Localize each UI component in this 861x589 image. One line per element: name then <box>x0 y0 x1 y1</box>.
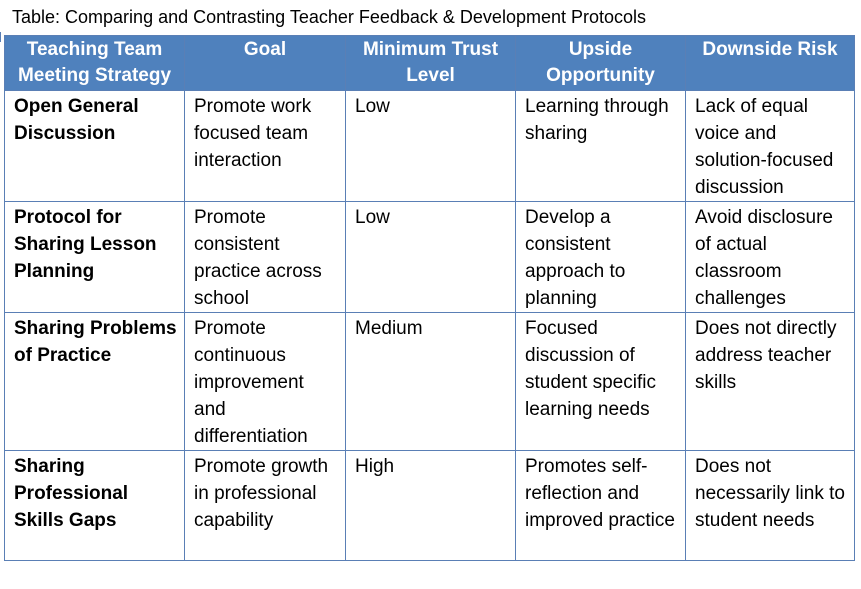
cell-downside: Avoid disclosure of actual classroom challenges <box>686 202 855 313</box>
cell-goal: Promote work focused team interaction <box>185 91 346 202</box>
cell-trust: Low <box>346 91 516 202</box>
cell-trust: Medium <box>346 313 516 451</box>
cell-upside: Promotes self-reflection and improved practice <box>516 451 686 561</box>
cell-goal: Promote consistent practice across school <box>185 202 346 313</box>
cell-downside: Does not necessarily link to student needs <box>686 451 855 561</box>
cell-goal: Promote continuous improvement and differentiation <box>185 313 346 451</box>
header-row <box>5 36 855 91</box>
cell-strategy: Open General Discussion <box>5 91 185 202</box>
table-row <box>5 91 855 202</box>
header-strategy: Teaching Team Meeting Strategy <box>5 36 185 91</box>
cell-trust: Low <box>346 202 516 313</box>
table-row <box>5 202 855 313</box>
cell-downside: Does not directly address teacher skills <box>686 313 855 451</box>
cell-trust: High <box>346 451 516 561</box>
cell-strategy: Protocol for Sharing Lesson Planning <box>5 202 185 313</box>
table-row <box>5 451 855 561</box>
header-downside: Downside Risk <box>686 36 855 91</box>
header-upside: Upside Opportunity <box>516 36 686 91</box>
cell-upside: Focused discussion of student specific learning needs <box>516 313 686 451</box>
cell-strategy: Sharing Professional Skills Gaps <box>5 451 185 561</box>
header-goal: Goal <box>185 36 346 91</box>
protocols-table <box>4 35 855 561</box>
margin-marker <box>0 32 1 42</box>
cell-upside: Develop a consistent approach to planning <box>516 202 686 313</box>
table-caption: Table: Comparing and Contrasting Teacher Feedback & Development Protocols <box>12 7 647 27</box>
cell-downside: Lack of equal voice and solution-focused discussion <box>686 91 855 202</box>
header-trust-level: Minimum Trust Level <box>346 36 516 91</box>
cell-upside: Learning through sharing <box>516 91 686 202</box>
table-row <box>5 313 855 451</box>
cell-strategy: Sharing Problems of Practice <box>5 313 185 451</box>
cell-goal: Promote growth in professional capability <box>185 451 346 561</box>
